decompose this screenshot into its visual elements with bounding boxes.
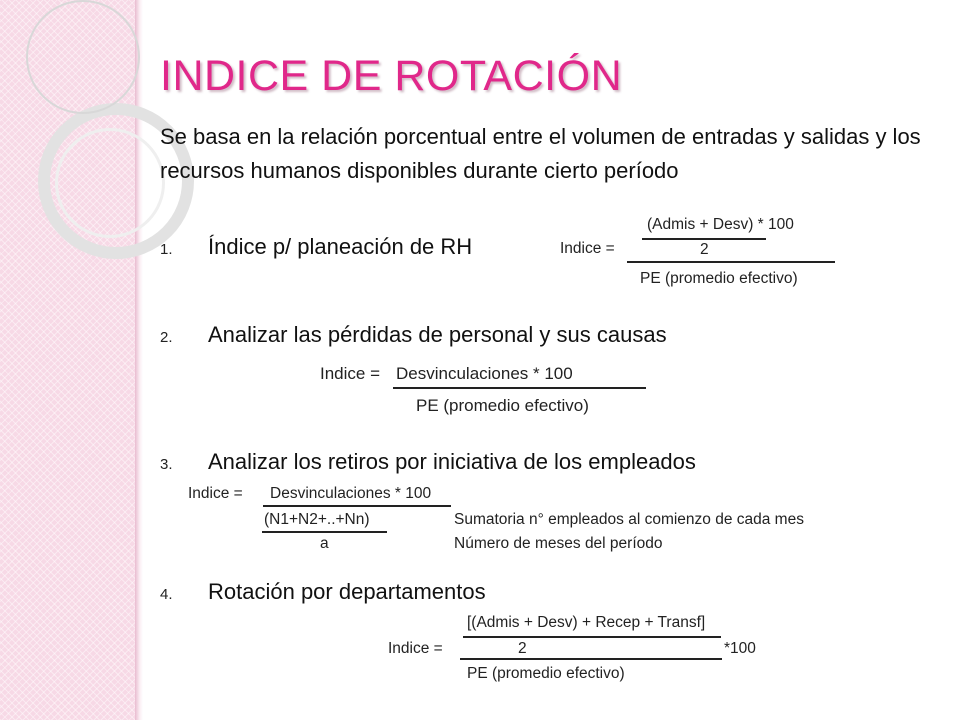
formula4-numerator-divisor: 2 <box>518 640 527 657</box>
formula3-note-bottom: Número de meses del período <box>454 535 663 552</box>
list-item <box>160 579 486 605</box>
formula3-note-top: Sumatoria n° empleados al comienzo de cada mes <box>454 511 804 528</box>
item-number: 2. <box>160 329 173 346</box>
list-item <box>160 234 472 260</box>
item-label: Analizar las pérdidas de personal y sus causas <box>208 322 667 347</box>
formula1-numerator-top: (Admis + Desv) * 100 <box>647 216 794 233</box>
formula3-fraction-line <box>263 505 451 507</box>
intro-text: Se basa en la relación porcentual entre el volumen de entradas y salidas y los recursos humanos disponibles durante cierto período <box>160 124 921 183</box>
formula3-inner-line <box>262 531 387 533</box>
formula4-times: *100 <box>724 640 756 657</box>
list-item <box>160 322 667 348</box>
list-item <box>160 449 696 475</box>
formula3-lhs: Indice = <box>188 485 243 502</box>
formula1-numerator-divisor: 2 <box>700 241 709 258</box>
item-label: Analizar los retiros por iniciativa de los empleados <box>208 449 696 474</box>
formula2-fraction-line <box>393 387 646 389</box>
formula4-fraction-line <box>460 658 722 660</box>
item-number: 1. <box>160 241 173 258</box>
formula1-denominator: PE (promedio efectivo) <box>640 270 798 287</box>
formula1-fraction-line <box>627 261 835 263</box>
formula1-inner-line <box>642 238 766 240</box>
formula3-denominator-top: (N1+N2+..+Nn) <box>264 511 370 528</box>
decorative-ring <box>55 128 165 238</box>
item-number: 3. <box>160 456 173 473</box>
formula4-numerator-top: [(Admis + Desv) + Recep + Transf] <box>467 614 706 631</box>
formula1-lhs: Indice = <box>560 240 615 257</box>
formula4-inner-line <box>463 636 721 638</box>
decorative-ring <box>26 0 140 114</box>
slide-title: INDICE DE ROTACIÓN <box>160 52 623 100</box>
formula3-numerator: Desvinculaciones * 100 <box>270 485 432 502</box>
formula3-denominator-bottom: a <box>320 535 329 552</box>
formula4-lhs: Indice = <box>388 640 443 657</box>
item-label: Rotación por departamentos <box>208 579 486 604</box>
item-number: 4. <box>160 586 173 603</box>
formula4-denominator: PE (promedio efectivo) <box>467 665 625 682</box>
formula2-numerator: Desvinculaciones * 100 <box>396 364 573 383</box>
item-label: Índice p/ planeación de RH <box>208 234 473 259</box>
formula2-lhs: Indice = <box>320 364 381 383</box>
formula2-denominator: PE (promedio efectivo) <box>416 396 589 415</box>
